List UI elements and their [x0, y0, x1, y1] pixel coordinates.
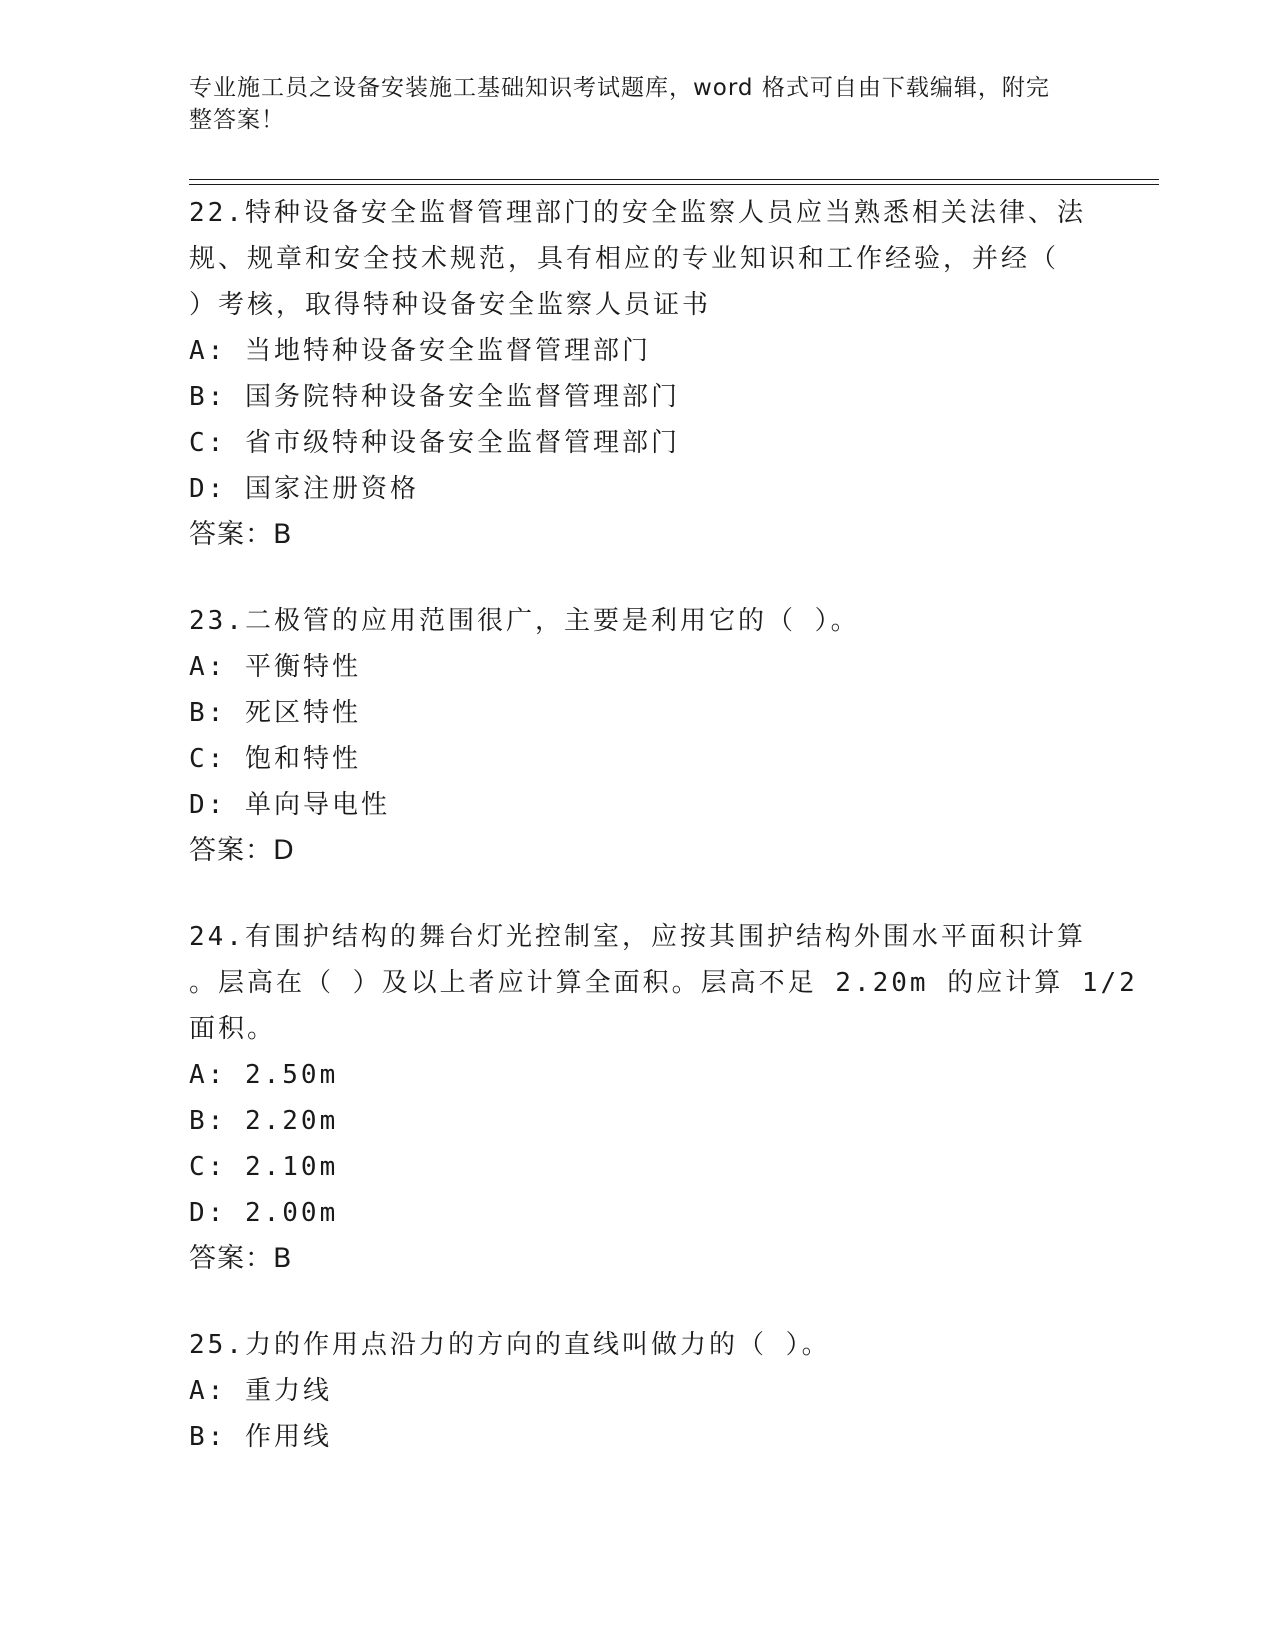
question-stem-line: 24.有围护结构的舞台灯光控制室，应按其围护结构外围水平面积计算 — [189, 922, 1086, 952]
question-stem-line: 。层高在（ ）及以上者应计算全面积。层高不足 2.20m 的应计算 1/2 — [189, 968, 1138, 998]
question-25 — [189, 1322, 1089, 1460]
spacer — [189, 558, 1089, 598]
header-rule-bottom — [189, 184, 1159, 185]
question-24 — [189, 914, 1138, 1282]
option-a: A: 2.50m — [189, 1060, 339, 1090]
answer-line: 答案：B — [189, 519, 293, 550]
question-22 — [189, 190, 1089, 558]
question-stem-line: 面积。 — [189, 1014, 277, 1044]
option-d: D: 2.00m — [189, 1198, 339, 1228]
option-c: C: 饱和特性 — [189, 744, 361, 774]
header-line-1: 专业施工员之设备安装施工基础知识考试题库，word 格式可自由下载编辑，附完 — [189, 75, 1050, 101]
header-rule-top — [189, 179, 1159, 180]
header-line-2: 整答案！ — [189, 107, 285, 133]
option-d: D: 单向导电性 — [189, 790, 390, 820]
option-a: A: 重力线 — [189, 1376, 332, 1406]
question-stem-line: 22.特种设备安全监督管理部门的安全监察人员应当熟悉相关法律、法 — [189, 198, 1086, 228]
option-b: B: 死区特性 — [189, 698, 361, 728]
option-c: C: 2.10m — [189, 1152, 339, 1182]
question-stem-line: 规、规章和安全技术规范，具有相应的专业知识和工作经验，并经（ — [189, 244, 1060, 274]
option-a: A: 当地特种设备安全监督管理部门 — [189, 336, 651, 366]
question-23 — [189, 598, 1089, 874]
option-a: A: 平衡特性 — [189, 652, 361, 682]
question-list — [189, 190, 1138, 1460]
question-stem-line: 23.二极管的应用范围很广，主要是利用它的（ ）。 — [189, 606, 860, 636]
spacer — [189, 1282, 1089, 1322]
spacer — [189, 874, 1089, 914]
option-b: B: 2.20m — [189, 1106, 339, 1136]
document-header — [189, 72, 1079, 136]
question-stem-line: 25.力的作用点沿力的方向的直线叫做力的（ ）。 — [189, 1330, 831, 1360]
option-d: D: 国家注册资格 — [189, 474, 419, 504]
question-stem-line: ）考核，取得特种设备安全监察人员证书 — [189, 290, 712, 320]
answer-line: 答案：B — [189, 1243, 293, 1274]
option-c: C: 省市级特种设备安全监督管理部门 — [189, 428, 680, 458]
option-b: B: 作用线 — [189, 1422, 332, 1452]
answer-line: 答案：D — [189, 835, 295, 866]
option-b: B: 国务院特种设备安全监督管理部门 — [189, 382, 680, 412]
